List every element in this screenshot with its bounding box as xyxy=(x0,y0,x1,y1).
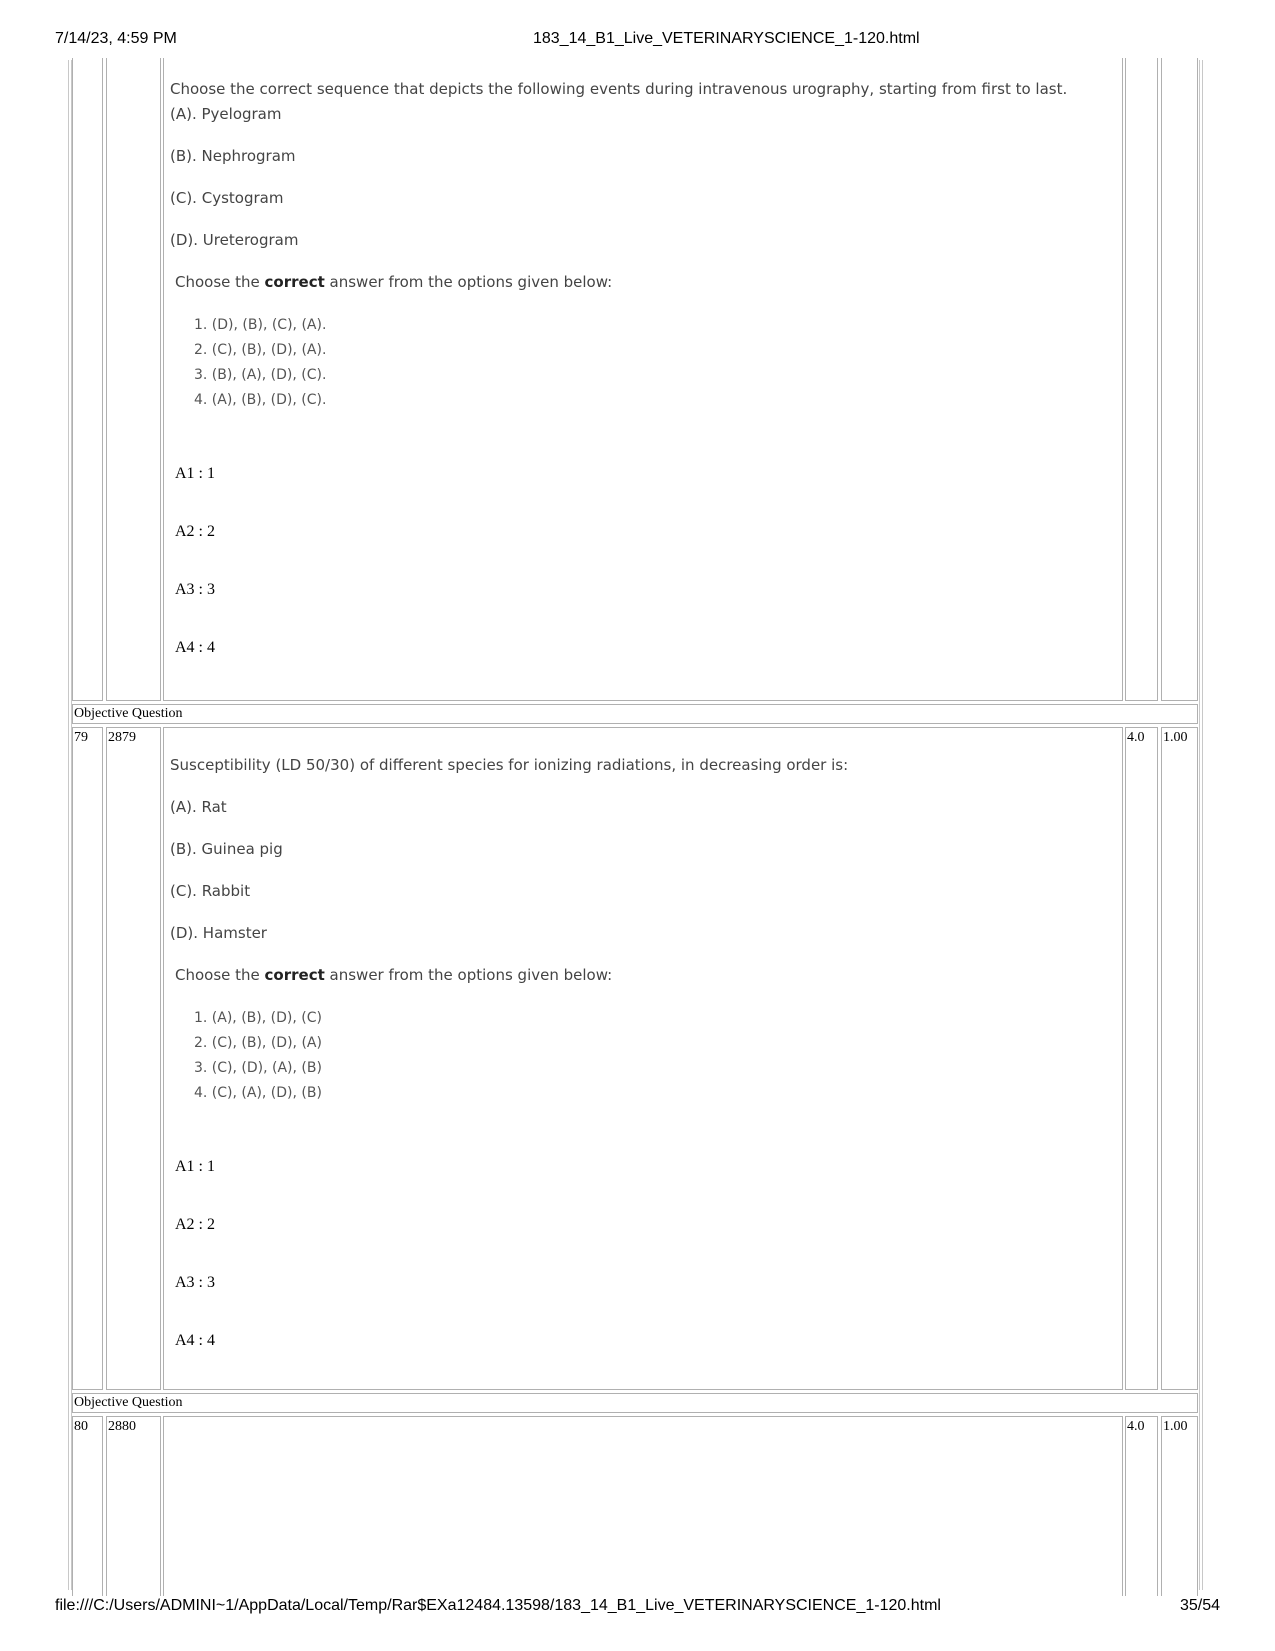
section-label-row xyxy=(72,704,1198,724)
item-c: (C). Rabbit xyxy=(170,882,251,900)
table-outer-left-border xyxy=(68,60,69,1590)
question-text: Choose the correct sequence that depicts the following events during intravenous urography, starting from first to last. xyxy=(170,80,1068,98)
q80-number-cell xyxy=(72,1416,103,1596)
answer-a2: A2 : 2 xyxy=(175,1216,215,1233)
options-list xyxy=(194,1006,322,1106)
q79-id-cell xyxy=(106,727,161,1390)
answer-a4: A4 : 4 xyxy=(175,639,215,656)
choose-prefix: Choose the xyxy=(175,273,265,291)
item-d: (D). Hamster xyxy=(170,924,267,942)
options-list xyxy=(194,313,326,413)
q79-content-cell xyxy=(163,727,1123,1390)
print-page-number: 35/54 xyxy=(1180,1597,1221,1614)
choose-instruction xyxy=(175,273,612,291)
option-4: 4. (C), (A), (D), (B) xyxy=(194,1085,322,1101)
answer-a4: A4 : 4 xyxy=(175,1332,215,1349)
choose-suffix: answer from the options given below: xyxy=(324,966,613,984)
option-2: 2. (C), (B), (D), (A) xyxy=(194,1035,322,1051)
option-1: 1. (D), (B), (C), (A). xyxy=(194,317,327,333)
choose-bold: correct xyxy=(264,966,325,984)
choose-instruction xyxy=(175,966,612,984)
answer-a3: A3 : 3 xyxy=(175,1274,215,1291)
option-1: 1. (A), (B), (D), (C) xyxy=(194,1010,322,1026)
section-label: Objective Question xyxy=(74,706,183,721)
item-b: (B). Guinea pig xyxy=(170,840,283,858)
question-text: Susceptibility (LD 50/30) of different species for ionizing radiations, in decreasing order is: xyxy=(170,756,849,774)
q80-id-cell xyxy=(106,1416,161,1596)
q78-neg-cell xyxy=(1161,58,1198,701)
item-b: (B). Nephrogram xyxy=(170,147,296,165)
choose-suffix: answer from the options given below: xyxy=(324,273,613,291)
q78-content-cell xyxy=(163,58,1123,701)
table-outer-right-border-inner xyxy=(1202,60,1203,1590)
print-file-path: file:///C:/Users/ADMINI~1/AppData/Local/Temp/Rar$EXa12484.13598/183_14_B1_Live_VETERINARYSCIENCE_1-120.html xyxy=(55,1597,941,1614)
option-4: 4. (A), (B), (D), (C). xyxy=(194,392,327,408)
q79-number-cell xyxy=(72,727,103,1390)
question-number: 79 xyxy=(74,730,88,745)
q80-content-cell xyxy=(163,1416,1123,1596)
option-2: 2. (C), (B), (D), (A). xyxy=(194,342,327,358)
q80-neg-cell xyxy=(1161,1416,1198,1596)
question-marks: 4.0 xyxy=(1127,1419,1145,1434)
print-datetime: 7/14/23, 4:59 PM xyxy=(55,30,177,47)
choose-bold: correct xyxy=(264,273,325,291)
q78-marks-cell xyxy=(1125,58,1158,701)
q80-marks-cell xyxy=(1125,1416,1158,1596)
question-id: 2880 xyxy=(108,1419,136,1434)
question-marks: 4.0 xyxy=(1127,730,1145,745)
item-a: (A). Pyelogram xyxy=(170,105,282,123)
item-a: (A). Rat xyxy=(170,798,227,816)
section-label: Objective Question xyxy=(74,1395,183,1410)
q78-number-cell xyxy=(72,58,103,701)
answer-a1: A1 : 1 xyxy=(175,465,215,482)
answer-a1: A1 : 1 xyxy=(175,1158,215,1175)
print-page-title: 183_14_B1_Live_VETERINARYSCIENCE_1-120.html xyxy=(533,30,920,47)
table-outer-right-border xyxy=(1199,60,1200,1590)
answer-a2: A2 : 2 xyxy=(175,523,215,540)
negative-marks: 1.00 xyxy=(1163,1419,1188,1434)
item-d: (D). Ureterogram xyxy=(170,231,299,249)
answer-a3: A3 : 3 xyxy=(175,581,215,598)
q78-id-cell xyxy=(106,58,161,701)
negative-marks: 1.00 xyxy=(1163,730,1188,745)
q79-neg-cell xyxy=(1161,727,1198,1390)
question-number: 80 xyxy=(74,1419,88,1434)
option-3: 3. (B), (A), (D), (C). xyxy=(194,367,327,383)
section-label-row xyxy=(72,1393,1198,1413)
q79-marks-cell xyxy=(1125,727,1158,1390)
item-c: (C). Cystogram xyxy=(170,189,284,207)
choose-prefix: Choose the xyxy=(175,966,265,984)
question-id: 2879 xyxy=(108,730,136,745)
option-3: 3. (C), (D), (A), (B) xyxy=(194,1060,322,1076)
